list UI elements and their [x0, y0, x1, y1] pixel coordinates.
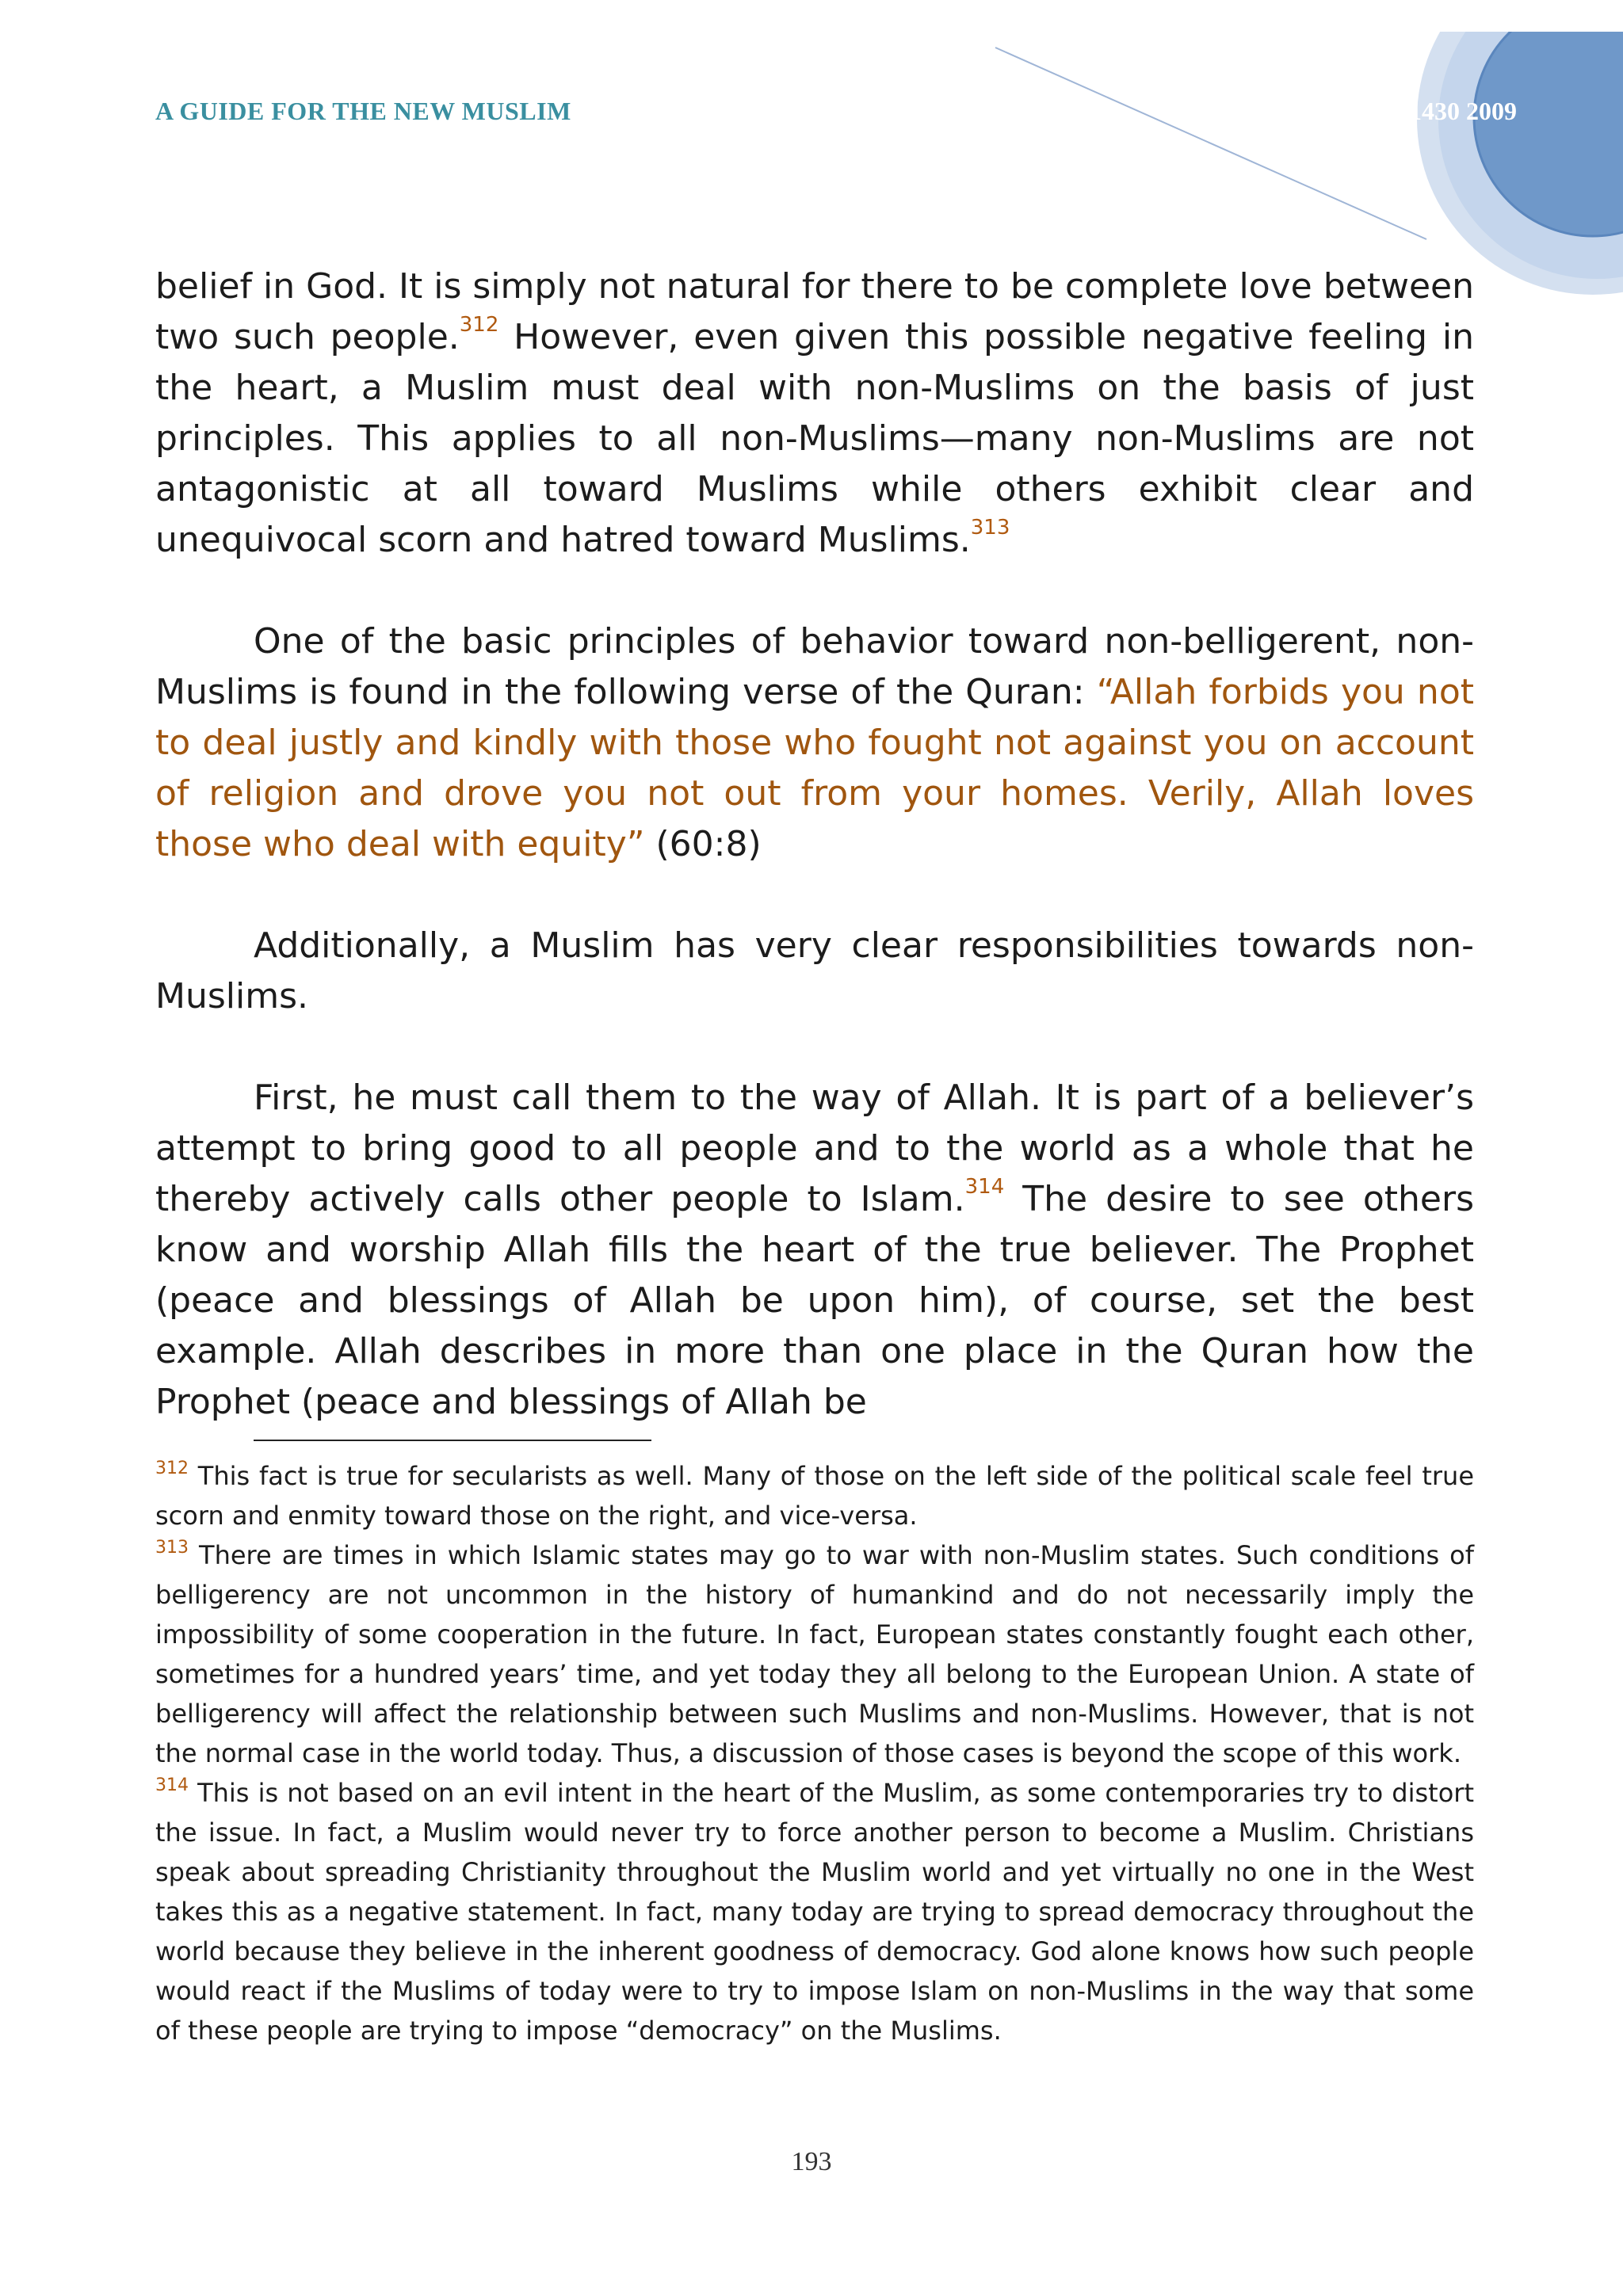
paragraph-2-text-a: One of the basic principles of behavior toward non-belligerent, non-Muslims is found in the following verse of the Quran: [155, 621, 1474, 712]
footnote-text: There are times in which Islamic states may go to war with non-Muslim states. Such conditions of belligerency are not uncommon in the history of humankind and do not necessarily imply the impossibility of some cooperation in the future. In fact, European states constantly fought each other, sometimes for a hundred years’ time, and yet today they all belong to the European Union. A state of belligerency will affect the relationship between such Muslims and non-Muslims. However, that is not the normal case in the world today. Thus, a discussion of those cases is beyond the scope of this work. [155, 1540, 1474, 1768]
footnote-314 [155, 1773, 1474, 2050]
quran-citation: (60:8) [644, 824, 762, 864]
footnote-ref-314[interactable]: 314 [964, 1175, 1005, 1199]
paragraph-4-text-b: The desire to see others know and worship Allah fills the heart of the true believer. The Prophet (peace and blessings of Allah be upon him), of course, set the best example. Allah describes in more than one place in the Quran how the Prophet (peace and blessings of Allah be [155, 1179, 1474, 1422]
paragraph-4 [155, 1073, 1474, 1428]
footnote-ref-312[interactable]: 312 [459, 313, 499, 337]
footnote-ref-313[interactable]: 313 [970, 516, 1010, 540]
page-number: 193 [791, 2147, 832, 2176]
running-header-title: A GUIDE FOR THE NEW MUSLIM [155, 97, 571, 125]
paragraph-1-text-a: belief in God. It is simply not natural for there to be complete love between two such people. [155, 266, 1474, 357]
header-circle-decoration [951, 32, 1623, 301]
footnote-mark: 312 [155, 1459, 189, 1478]
footnote-text: This fact is true for secularists as well. Many of those on the left side of the political scale feel true scorn and enmity toward those on the right, and vice-versa. [155, 1461, 1474, 1531]
running-header-year: 1430 2009 [1409, 97, 1517, 125]
footnote-mark: 313 [155, 1538, 189, 1558]
footnote-313 [155, 1535, 1474, 1773]
paragraph-2 [155, 616, 1474, 870]
paragraph-1-text-b: However, even given this possible negative feeling in the heart, a Muslim must deal with non-Muslims on the basis of just principles. This applies to all non-Muslims—many non-Muslims are not antagonistic at all toward Muslims while others exhibit clear and unequivocal scorn and hatred toward Muslims. [155, 317, 1474, 560]
footnote-text: This is not based on an evil intent in the heart of the Muslim, as some contemporaries try to distort the issue. In fact, a Muslim would never try to force another person to become a Muslim. Christians speak about spreading Christianity throughout the Muslim world and yet virtually no one in the West takes this as a negative statement. In fact, many today are trying to spread democracy throughout the world because they believe in the inherent goodness of democracy. God alone knows how such people would react if the Muslims of today were to try to impose Islam on non-Muslims in the way that some of these people are trying to impose “democracy” on the Muslims. [155, 1778, 1474, 2046]
paragraph-1 [155, 261, 1474, 566]
footnote-mark: 314 [155, 1775, 189, 1795]
footnotes [155, 1456, 1474, 2050]
paragraph-4-text-a: First, he must call them to the way of Allah. It is part of a believer’s attempt to bring good to all people and to the world as a whole that he thereby actively calls other people to Islam. [155, 1077, 1474, 1219]
paragraph-3: Additionally, a Muslim has very clear responsibilities towards non-Muslims. [155, 925, 1474, 1016]
main-body-text [155, 261, 1474, 1478]
quran-quote: “Allah forbids you not to deal justly and kindly with those who fought not against you on account of religion and drove you not out from your homes. Verily, Allah loves those who deal with equity” [155, 672, 1474, 864]
